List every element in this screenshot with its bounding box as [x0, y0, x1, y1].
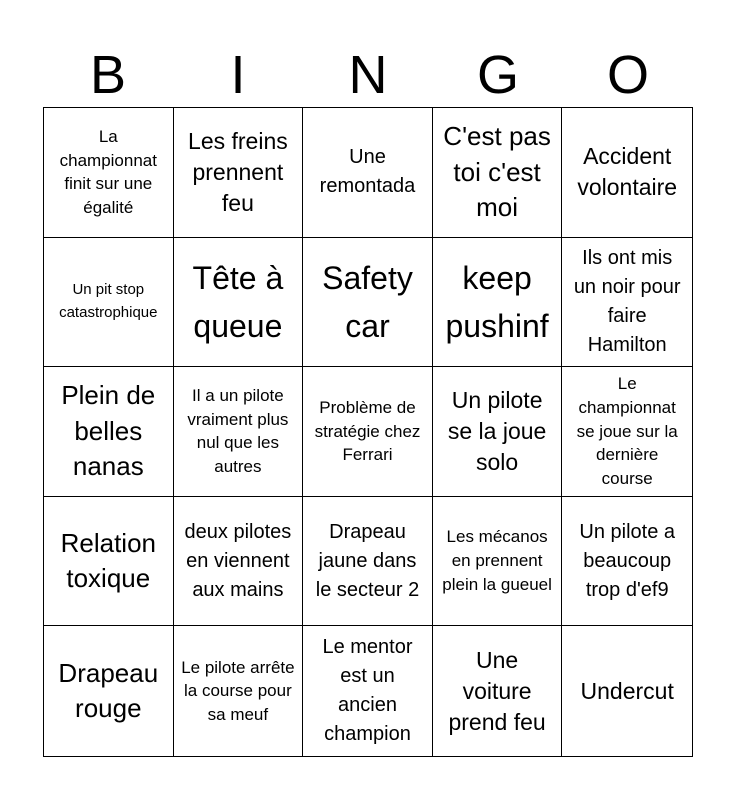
cell-text: Le championnat se joue sur la dernière course — [576, 374, 678, 489]
cell-text: Les freins prennent feu — [188, 127, 288, 216]
bingo-cell-2-5[interactable] — [562, 238, 692, 368]
bingo-cell-5-2[interactable] — [174, 626, 304, 756]
title-letter-o: O — [606, 45, 649, 105]
cell-text: Un pit stop catastrophique — [59, 281, 158, 321]
bingo-cell-5-4[interactable] — [433, 626, 563, 756]
cell-text: Le pilote arrête la course pour sa meuf — [181, 657, 295, 725]
cell-text: Un pilote a beaucoup trop d'ef9 — [579, 520, 675, 601]
cell-text: Safety car — [322, 259, 413, 344]
bingo-cell-1-5[interactable] — [562, 108, 692, 238]
cell-text: keep pushinf — [445, 259, 549, 344]
bingo-cell-5-3[interactable] — [303, 626, 433, 756]
bingo-title — [43, 44, 693, 106]
cell-text: Problème de stratégie chez Ferrari — [314, 397, 421, 465]
bingo-cell-1-3[interactable] — [303, 108, 433, 238]
bingo-cell-2-1[interactable] — [44, 238, 174, 368]
bingo-cell-2-4[interactable] — [433, 238, 563, 368]
bingo-cell-4-5[interactable] — [562, 497, 692, 627]
title-letter-b: B — [89, 45, 127, 105]
cell-text: Tête à queue — [192, 259, 284, 344]
title-letter-n: N — [348, 45, 388, 105]
cell-text: Drapeau jaune dans le secteur 2 — [315, 520, 420, 601]
cell-text: Les mécanos en prennent plein la gueuel — [442, 527, 552, 594]
bingo-cell-1-4[interactable] — [433, 108, 563, 238]
title-letter-g: G — [476, 45, 519, 105]
bingo-cell-4-2[interactable] — [174, 497, 304, 627]
cell-text: Un pilote se la joue solo — [447, 386, 547, 476]
bingo-cell-3-3[interactable] — [303, 367, 433, 497]
cell-text: Une voiture prend feu — [448, 646, 546, 735]
cell-text: Le mentor est un ancien champion — [322, 636, 413, 746]
bingo-cell-1-1[interactable] — [44, 108, 174, 238]
cell-text: C'est pas toi c'est moi — [443, 121, 551, 222]
bingo-cell-4-3[interactable] — [303, 497, 433, 627]
cell-text: La championnat finit sur une égalité — [59, 126, 157, 218]
bingo-cell-4-4[interactable] — [433, 497, 563, 627]
cell-text: Relation toxique — [60, 527, 156, 594]
bingo-cell-1-2[interactable] — [174, 108, 304, 238]
title-letter-i: I — [230, 45, 246, 105]
bingo-cell-5-5[interactable] — [562, 626, 692, 756]
bingo-cell-5-1[interactable] — [44, 626, 174, 756]
bingo-cell-4-1[interactable] — [44, 497, 174, 627]
cell-text: Une remontada — [319, 146, 416, 198]
cell-text: deux pilotes en viennent aux mains — [184, 520, 292, 601]
cell-text: Drapeau rouge — [58, 657, 159, 724]
bingo-board — [43, 107, 693, 757]
bingo-cell-3-5[interactable] — [562, 367, 692, 497]
cell-text: Il a un pilote vraiment plus nul que les autres — [187, 385, 289, 477]
cell-text: Accident volontaire — [577, 143, 678, 201]
bingo-cell-3-4[interactable] — [433, 367, 563, 497]
bingo-cell-2-2[interactable] — [174, 238, 304, 368]
cell-text: Undercut — [580, 677, 674, 704]
cell-text: Ils ont mis un noir pour faire Hamilton — [573, 246, 681, 356]
bingo-cell-3-2[interactable] — [174, 367, 304, 497]
cell-text: Plein de belles nanas — [61, 380, 156, 482]
bingo-cell-2-3[interactable] — [303, 238, 433, 368]
bingo-cell-3-1[interactable] — [44, 367, 174, 497]
